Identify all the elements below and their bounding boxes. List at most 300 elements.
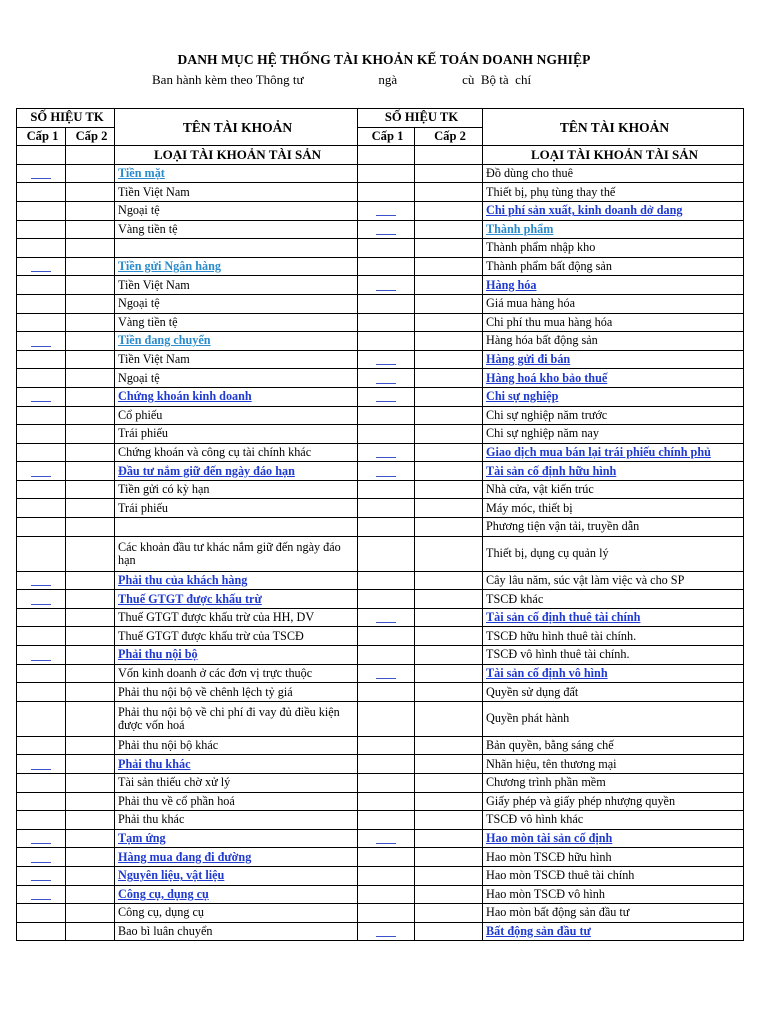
cap2-cell [66,276,115,295]
table-row [358,406,744,425]
cap1-cell [17,387,66,406]
account-name: Thuế GTGT được khấu trừ của HH, DV [115,608,358,627]
account-name[interactable]: Tiền đang chuyển [115,332,358,351]
table-row [358,220,744,239]
cap2-cell [415,701,483,736]
account-name: Hao mòn TSCĐ thuê tài chính [483,866,744,885]
table-row [358,164,744,183]
cap2-cell [66,571,115,590]
table-row [358,369,744,388]
cap2-cell [415,369,483,388]
account-name: Hao mòn TSCĐ vô hình [483,885,744,904]
cap1-cell [17,313,66,332]
cap1-cell [358,183,415,202]
cap2-cell [415,736,483,755]
section-heading: LOẠI TÀI KHOẢN TÀI SẢN [115,146,358,165]
cap1-cell [358,201,415,220]
cap2-header: Cấp 2 [415,127,483,146]
cap2-cell [66,294,115,313]
account-name[interactable]: Đầu tư nắm giữ đến ngày đáo hạn [115,462,358,481]
table-row [358,425,744,444]
cap1-cell [358,369,415,388]
cap2-cell [66,792,115,811]
cap1-cell [358,811,415,830]
section-heading: LOẠI TÀI KHOẢN TÀI SẢN [483,146,744,165]
account-name: Vàng tiền tệ [115,313,358,332]
cap1-cell [358,829,415,848]
cap2-cell [415,885,483,904]
cap1-cell [17,425,66,444]
table-row [17,332,358,351]
table-row [17,683,358,702]
cap1-cell [358,425,415,444]
table-row [17,294,358,313]
cap2-cell [415,608,483,627]
account-name: Tiền Việt Nam [115,183,358,202]
account-code-underline [376,457,396,458]
cap1-cell [358,571,415,590]
account-name: Phải thu khác [115,811,358,830]
cap1-cell [17,922,66,941]
table-row [17,590,358,609]
account-name: Cổ phiếu [115,406,358,425]
table-row [17,183,358,202]
account-name: TSCĐ vô hình khác [483,811,744,830]
cap1-cell [17,774,66,793]
ten-tai-khoan-header: TÊN TÀI KHOẢN [115,109,358,146]
cap1-cell [358,866,415,885]
cap2-cell [66,257,115,276]
account-code-underline [376,364,396,365]
cap1-cell [17,829,66,848]
table-row [358,866,744,885]
cap2-cell [415,811,483,830]
account-name: Máy móc, thiết bị [483,499,744,518]
cap1-cell [17,369,66,388]
so-hieu-tk-header: SỐ HIỆU TK [17,109,115,128]
table-row [17,848,358,867]
table-row [17,701,358,736]
ten-tai-khoan-header: TÊN TÀI KHOẢN [483,109,744,146]
account-table-right [357,108,744,941]
cap2-cell [415,294,483,313]
account-table-left-body [17,109,358,941]
account-name[interactable]: Hàng gửi đi bán [483,350,744,369]
account-name: Thiết bị, dụng cụ quản lý [483,536,744,571]
cap1-cell [358,499,415,518]
account-name[interactable]: Tiền mặt [115,164,358,183]
cap2-cell [415,480,483,499]
account-name[interactable]: Bất động sản đầu tư [483,922,744,941]
cap2-cell [66,387,115,406]
table-row [358,811,744,830]
cap2-cell [415,201,483,220]
account-name: Vàng tiền tệ [115,220,358,239]
cap1-cell [17,518,66,537]
cap2-cell [66,683,115,702]
account-name: Thành phẩm bất động sản [483,257,744,276]
cap2-cell [66,755,115,774]
cap1-cell [17,904,66,923]
cap2-cell [66,480,115,499]
account-name: TSCĐ vô hình thuê tài chính. [483,646,744,665]
cap2-cell [415,571,483,590]
cap2-cell [415,164,483,183]
cap1-cell [17,480,66,499]
table-row [358,848,744,867]
account-name[interactable]: Chi sự nghiệp [483,387,744,406]
account-code-underline [376,234,396,235]
account-name: Tiền Việt Nam [115,350,358,369]
cap1-cell [17,350,66,369]
cap2-cell [415,518,483,537]
cap1-cell [358,736,415,755]
table-row [17,350,358,369]
table-row [358,443,744,462]
account-name: Chứng khoán và công cụ tài chính khác [115,443,358,462]
account-name: Hao mòn TSCĐ hữu hình [483,848,744,867]
cap2-cell [415,443,483,462]
cap2-cell [415,239,483,258]
cap1-cell [17,608,66,627]
cap2-cell [66,146,115,165]
cap1-cell [17,848,66,867]
cap1-cell [17,627,66,646]
table-row [358,480,744,499]
account-name[interactable]: Tiền gửi Ngân hàng [115,257,358,276]
cap2-cell [66,499,115,518]
table-row [17,276,358,295]
cap2-cell [415,664,483,683]
cap1-cell [358,755,415,774]
table-row [17,257,358,276]
cap1-cell [17,885,66,904]
account-name[interactable]: Tài sản cố định hữu hình [483,462,744,481]
table-row [358,736,744,755]
account-code-underline [376,215,396,216]
account-name[interactable]: Tạm ứng [115,829,358,848]
table-row [358,146,744,165]
cap2-cell [66,885,115,904]
cap2-cell [415,536,483,571]
account-name: Bản quyền, bằng sáng chế [483,736,744,755]
cap1-cell [358,792,415,811]
account-name: Quyền phát hành [483,701,744,736]
account-name[interactable]: Hàng hoá kho bảo thuế [483,369,744,388]
table-row [358,294,744,313]
table-row [17,406,358,425]
table-row [358,792,744,811]
cap1-cell [17,462,66,481]
account-name: Chi sự nghiệp năm nay [483,425,744,444]
table-row [17,146,358,165]
account-name: Giá mua hàng hóa [483,294,744,313]
cap2-cell [66,774,115,793]
cap2-cell [66,904,115,923]
account-name[interactable]: Tài sản cố định vô hình [483,664,744,683]
table-row [17,664,358,683]
cap2-cell [66,443,115,462]
account-name: Công cụ, dụng cụ [115,904,358,923]
cap1-cell [358,239,415,258]
account-code-underline [376,401,396,402]
cap2-cell [415,257,483,276]
account-code-underline [31,604,51,605]
account-name: Trái phiếu [115,425,358,444]
table-row [17,646,358,665]
cap2-cell [66,922,115,941]
cap1-cell [17,201,66,220]
table-row [17,885,358,904]
account-name: Trái phiếu [115,499,358,518]
table-row [358,257,744,276]
cap1-cell [17,164,66,183]
cap1-cell [17,571,66,590]
cap2-cell [66,369,115,388]
cap1-cell [358,164,415,183]
table-row [358,885,744,904]
account-name[interactable]: Hao mòn tài sản cố định [483,829,744,848]
cap2-cell [66,646,115,665]
cap1-cell [358,774,415,793]
table-row [358,350,744,369]
account-name[interactable]: Chứng khoán kinh doanh [115,387,358,406]
account-name [115,239,358,258]
account-code-underline [31,271,51,272]
account-name: TSCĐ hữu hình thuê tài chính. [483,627,744,646]
cap2-cell [415,425,483,444]
table-row [358,664,744,683]
cap1-cell [17,499,66,518]
account-name: Thiết bị, phụ tùng thay thế [483,183,744,202]
account-name: Cây lâu năm, súc vật làm việc và cho SP [483,571,744,590]
cap1-cell [358,480,415,499]
cap2-cell [66,608,115,627]
account-name: Tiền gửi có kỳ hạn [115,480,358,499]
cap2-cell [415,387,483,406]
table-row [17,220,358,239]
cap2-cell [66,462,115,481]
account-name: Phương tiện vận tải, truyền dẫn [483,518,744,537]
cap2-cell [415,755,483,774]
table-row [17,313,358,332]
cap1-cell [17,755,66,774]
cap1-cell [358,332,415,351]
cap1-cell [17,792,66,811]
account-name: TSCĐ khác [483,590,744,609]
account-code-underline [31,899,51,900]
cap2-cell [66,536,115,571]
table-row [358,646,744,665]
table-row [358,183,744,202]
account-code-underline [31,346,51,347]
table-row [358,201,744,220]
account-code-underline [376,383,396,384]
table-row [358,332,744,351]
account-code-underline [31,769,51,770]
account-name[interactable]: Phải thu nội bộ [115,646,358,665]
account-name: Các khoản đầu tư khác nắm giữ đến ngày đáo hạn [115,536,358,571]
cap1-cell [358,590,415,609]
table-row [17,425,358,444]
cap1-cell [358,406,415,425]
table-row [17,239,358,258]
cap2-cell [66,829,115,848]
cap2-cell [415,499,483,518]
cap1-cell [17,443,66,462]
cap2-cell [415,792,483,811]
cap1-cell [17,683,66,702]
right-header-row [358,109,744,128]
cap1-cell [358,922,415,941]
table-row [17,571,358,590]
cap2-cell [66,848,115,867]
table-row [358,387,744,406]
cap2-cell [66,332,115,351]
account-name: Thuế GTGT được khấu trừ của TSCĐ [115,627,358,646]
table-row [358,518,744,537]
table-row [358,276,744,295]
cap1-cell [358,683,415,702]
account-name: Ngoại tệ [115,294,358,313]
table-row [358,829,744,848]
cap1-cell [358,313,415,332]
cap2-cell [415,220,483,239]
account-name: Tài sản thiếu chờ xử lý [115,774,358,793]
cap2-cell [415,683,483,702]
table-row [17,866,358,885]
cap2-header: Cấp 2 [66,127,115,146]
cap1-header: Cấp 1 [358,127,415,146]
account-name: Phải thu về cổ phần hoá [115,792,358,811]
cap2-cell [415,332,483,351]
table-row [358,590,744,609]
account-name [115,518,358,537]
table-row [358,571,744,590]
account-code-underline [31,660,51,661]
cap2-cell [66,701,115,736]
cap1-cell [358,276,415,295]
account-name[interactable]: Phải thu của khách hàng [115,571,358,590]
document-title: DANH MỤC HỆ THỐNG TÀI KHOẢN KẾ TOÁN DOANH NGHIỆP [177,52,591,67]
account-name[interactable]: Tài sản cố định thuê tài chính [483,608,744,627]
account-code-underline [376,476,396,477]
account-name: Vốn kinh doanh ở các đơn vị trực thuộc [115,664,358,683]
account-name: Hao mòn bất động sản đầu tư [483,904,744,923]
table-row [358,313,744,332]
account-name[interactable]: Hàng hóa [483,276,744,295]
account-name: Phải thu nội bộ về chênh lệch tỷ giá [115,683,358,702]
cap1-cell [358,848,415,867]
account-code-underline [31,401,51,402]
cap2-cell [66,866,115,885]
cap1-cell [358,904,415,923]
account-name: Chi sự nghiệp năm trước [483,406,744,425]
document-subtitle: Ban hành kèm theo Thông tư ngà cù Bộ tà chí [152,72,532,87]
table-row [17,774,358,793]
table-row [358,701,744,736]
cap1-cell [17,146,66,165]
cap1-cell [17,220,66,239]
cap1-cell [358,664,415,683]
cap1-cell [17,183,66,202]
table-row [17,736,358,755]
cap1-cell [358,518,415,537]
account-name: Quyền sử dụng đất [483,683,744,702]
cap2-cell [66,164,115,183]
table-row [17,387,358,406]
table-row [17,369,358,388]
account-name: Chi phí thu mua hàng hóa [483,313,744,332]
table-row [17,201,358,220]
table-row [358,755,744,774]
account-code-underline [376,678,396,679]
cap1-cell [358,608,415,627]
account-name: Phải thu nội bộ khác [115,736,358,755]
account-code-underline [31,862,51,863]
table-row [17,755,358,774]
cap2-cell [66,590,115,609]
cap2-cell [66,664,115,683]
table-row [17,922,358,941]
cap2-cell [415,922,483,941]
account-name[interactable]: Công cụ, dụng cụ [115,885,358,904]
cap1-cell [17,294,66,313]
left-header-row [17,109,358,128]
cap2-cell [415,350,483,369]
account-name[interactable]: Thành phẩm [483,220,744,239]
account-name: Nhà cửa, vật kiến trúc [483,480,744,499]
cap2-cell [415,406,483,425]
account-name: Thành phẩm nhập kho [483,239,744,258]
cap1-cell [358,885,415,904]
cap1-cell [358,350,415,369]
cap2-cell [66,736,115,755]
account-code-underline [31,880,51,881]
account-code-underline [376,843,396,844]
cap2-cell [415,848,483,867]
table-row [358,536,744,571]
account-name[interactable]: Nguyên liệu, vật liệu [115,866,358,885]
cap2-cell [66,183,115,202]
account-name[interactable]: Hàng mua đang đi đường [115,848,358,867]
cap2-cell [415,183,483,202]
cap2-cell [415,276,483,295]
cap2-cell [415,627,483,646]
account-name[interactable]: Giao dịch mua bán lại trái phiếu chính phủ [483,443,744,462]
table-row [17,811,358,830]
account-name[interactable]: Chi phí sản xuất, kinh doanh dở dang [483,201,744,220]
cap1-cell [358,627,415,646]
table-row [17,480,358,499]
account-name[interactable]: Phải thu khác [115,755,358,774]
account-code-underline [376,290,396,291]
table-row [358,774,744,793]
table-row [17,792,358,811]
cap2-cell [415,146,483,165]
account-name: Chương trình phần mềm [483,774,744,793]
account-code-underline [376,936,396,937]
cap1-cell [17,332,66,351]
account-name[interactable]: Thuế GTGT được khấu trừ [115,590,358,609]
table-row [17,829,358,848]
table-row [358,499,744,518]
account-table-right-body [358,109,744,941]
cap2-cell [415,313,483,332]
cap1-cell [358,443,415,462]
cap2-cell [66,811,115,830]
table-row [358,904,744,923]
